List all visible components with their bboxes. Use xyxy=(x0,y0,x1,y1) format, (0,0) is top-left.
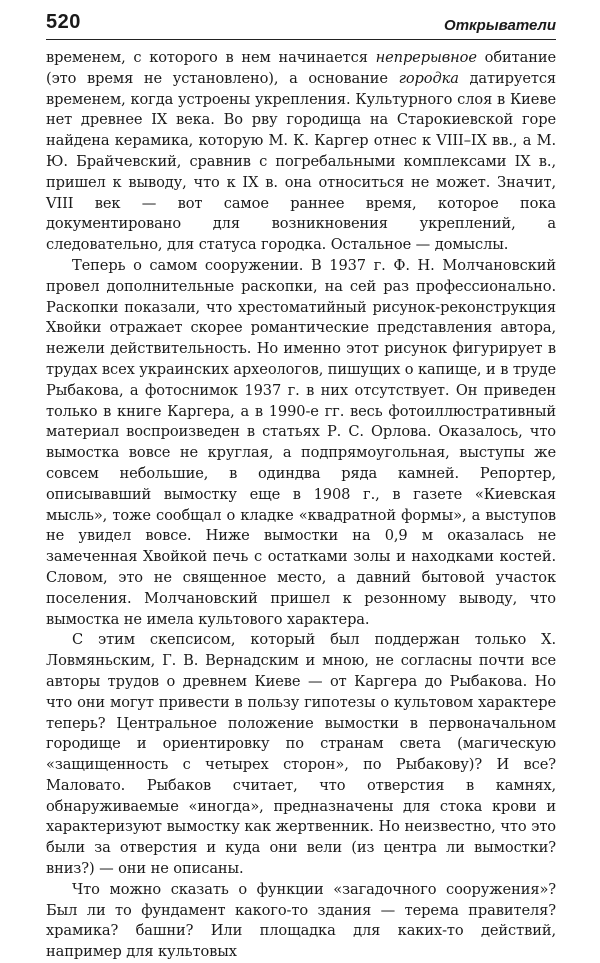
paragraph-1-part-c: обитание (это время не установлено), а основание xyxy=(46,49,557,87)
paragraph-3: С этим скепсисом, который был поддержан только Х. Ловмяньским, Г. В. Вернадским и мною, не согласны почти все авторы трудов о древнем Киеве — от Каргера до Рыбакова. Но что они могут привести в пользу гипотезы о культовом характере теперь? Центральное положение вымостки в первоначальном городище и ориентировку по странам света (магическую «защищенность с четырех сторон», по Рыбакову)? И все? Маловато. Рыбаков считает, что отверстия в камнях, обнаруживаемые «иногда», предназначены для стока крови и характеризуют вымостку как жертвенник. Но неизвестно, что это были за отверстия и куда они вели (из центра ли вымостки? вниз?) — они не описаны. xyxy=(46,631,556,878)
paragraph-4: Что можно сказать о функции «загадочного сооружения»? Был ли то фундамент какого-то здания — терема правителя? храмика? башни? Или площадка для каких-то действий, например для культовых xyxy=(46,880,556,961)
paragraph-1-part-a: временем, с которого в нем начинается xyxy=(46,49,376,66)
paragraph-1-emphasis-1: непрерывное xyxy=(375,49,477,66)
paragraph-2: Теперь о самом сооружении. В 1937 г. Ф. Н. Молчановский провел дополнительные раскопки, на сей раз профессионально. Раскопки показали, что хрестоматийный рисунок-реконструкция Хвойки отражает скорее романтические представления автора, нежели действительность. Но именно этот рисунок фигурирует в трудах всех украинских археологов, пишущих о капище, и в труде Рыбакова, а фотоснимок 1937 г. в них отсутствует. Он приведен только в книге Каргера, а в 1990-е гг. весь фотоиллюстративный материал воспроизведен в статьях Р. С. Орлова. Оказалось, что вымостка вовсе не круглая, а подпрямоугольная, выступы же совсем небольшие, в одиндва ряда камней. Репортер, описывавший вымостку еще в 1908 г., в газете «Киевская мысль», тоже сообщал о кладке «квадратной формы», а выступов не увидел вовсе. Ниже вымостки на 0,9 м оказалась не замеченная Хвойкой печь с остатками золы и находками костей. Словом, это не священное место, а давний бытовой участок поселения. Молчановский пришел к резонному выводу, что вымостка не имела культового характера. xyxy=(46,256,556,628)
running-header xyxy=(46,10,556,40)
paragraph-1-emphasis-2: городка xyxy=(398,69,459,87)
paragraph-1 xyxy=(46,48,556,256)
body-text xyxy=(46,48,556,963)
paragraph-1-part-e: датируется временем, когда устроены укрепления. Культурного слоя в Киеве нет древнее IX века. Во рву городища на Старокиевской горе найдена керамика, которую М. К. Каргер отнес к VIII–IX вв., а М. Ю. Брайчевский, сравнив с погребальными комплексами IX в., пришел к выводу, что к IX в. она относиться не может. Значит, VIII век — вот самое раннее время, которое пока документировано для возникновения укреплений, а следовательно, для статуса городка. Остальное — домыслы. xyxy=(46,69,557,254)
running-head-title: Открыватели xyxy=(444,17,556,34)
page-number: 520 xyxy=(46,11,81,33)
